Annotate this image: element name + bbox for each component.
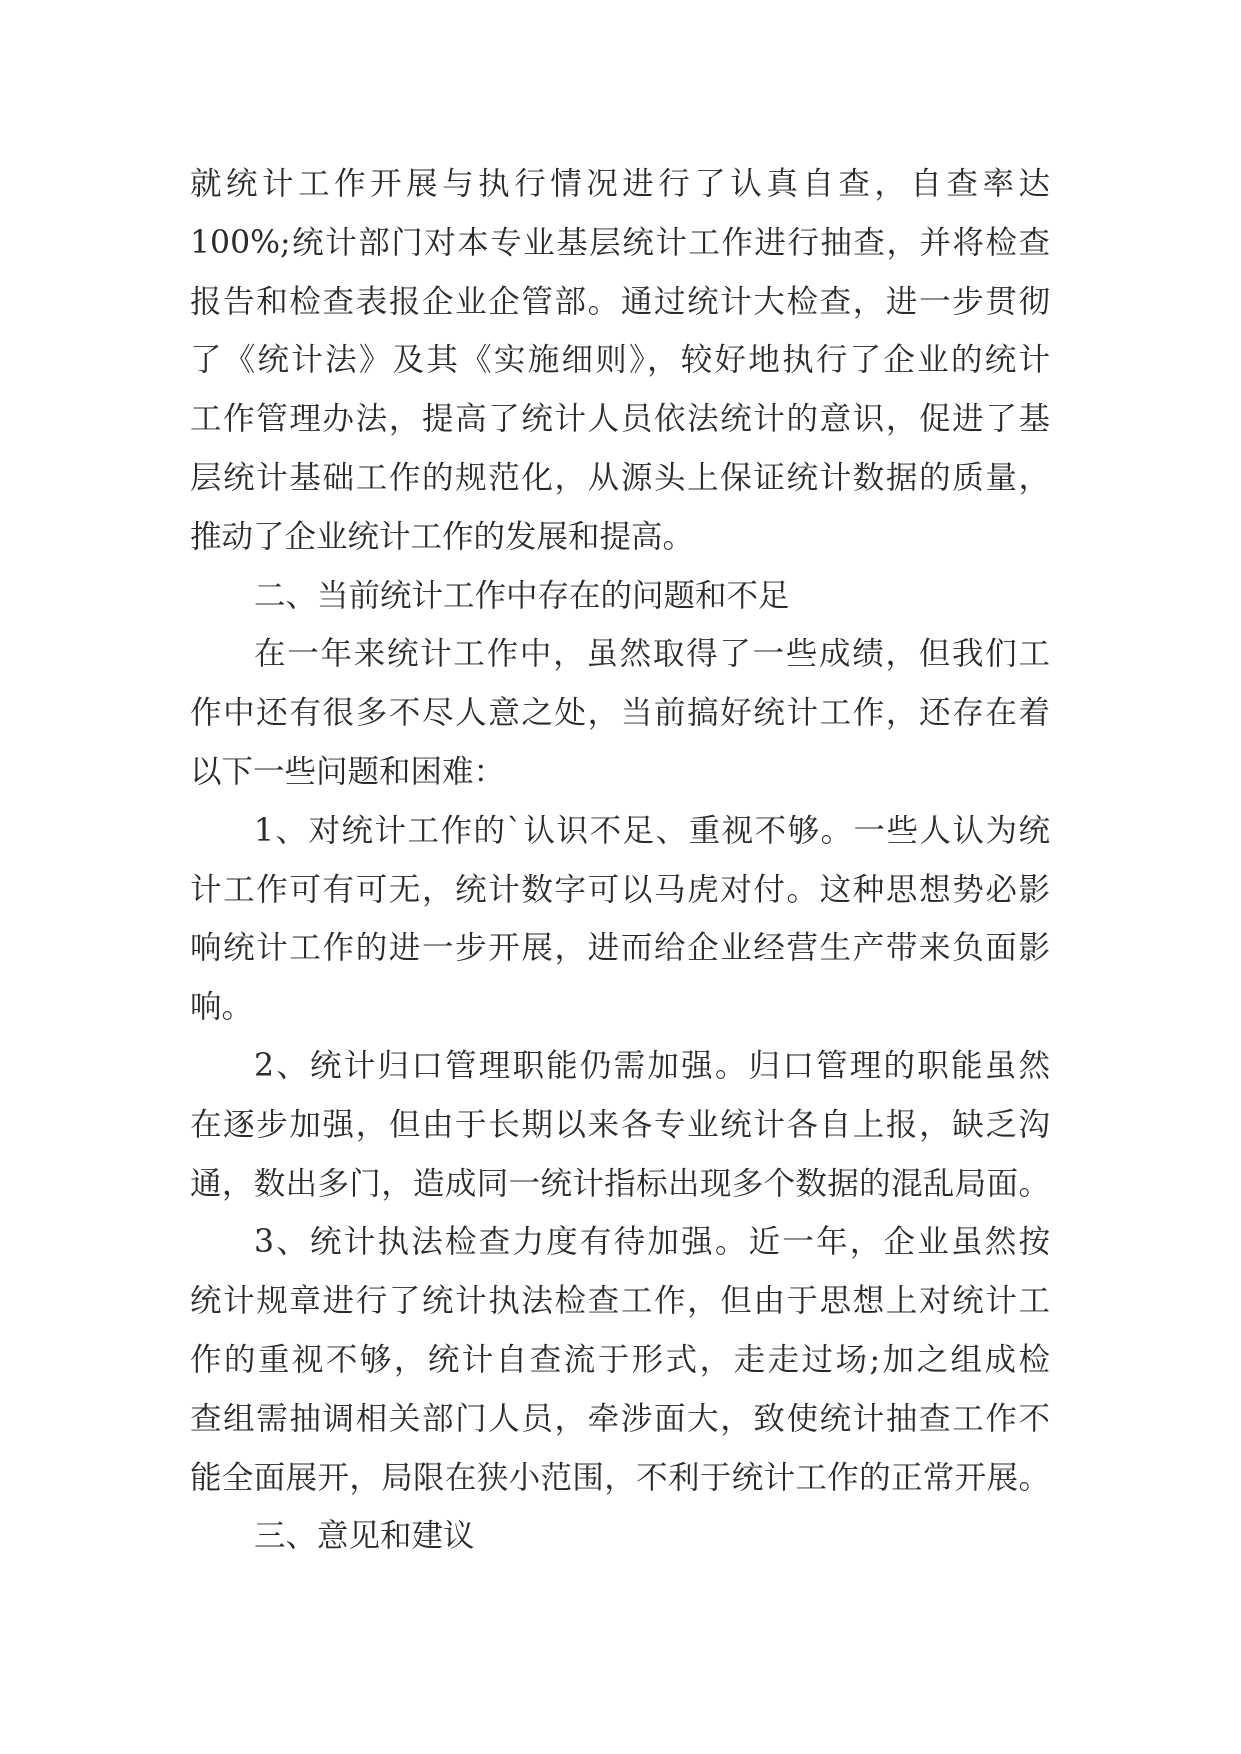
text-line: 响。	[190, 989, 254, 1026]
text-line: 能全面展开，局限在狭小范围，不利于统计工作的正常开展。	[190, 1459, 1050, 1496]
paragraph-first-line: 1、对统计工作的`认识不足、重视不够。一些人认为统	[254, 812, 1050, 849]
text-line: 作的重视不够，统计自查流于形式，走走过场;加之组成检	[190, 1341, 1050, 1378]
text-line: 在逐步加强，但由于长期以来各专业统计各自上报，缺乏沟	[190, 1106, 1050, 1143]
text-line: 计工作可有可无，统计数字可以马虎对付。这种思想势必影	[190, 871, 1050, 908]
text-line: 以下一些问题和困难：	[190, 753, 506, 790]
text-line: 查组需抽调相关部门人员，牵涉面大，致使统计抽查工作不	[190, 1400, 1050, 1437]
document-body	[190, 155, 1050, 1566]
section-heading: 二、当前统计工作中存在的问题和不足	[254, 577, 790, 614]
text-line: 了《统计法》及其《实施细则》，较好地执行了企业的统计	[190, 342, 1050, 379]
text-line: 作中还有很多不尽人意之处，当前搞好统计工作，还存在着	[190, 695, 1050, 732]
text-line: 就统计工作开展与执行情况进行了认真自查，自查率达	[190, 166, 1050, 202]
text-line: 通，数出多门，造成同一统计指标出现多个数据的混乱局面。	[190, 1165, 1050, 1202]
text-line: 层统计基础工作的规范化，从源头上保证统计数据的质量，	[190, 459, 1050, 496]
text-line: 报告和检查表报企业企管部。通过统计大检查，进一步贯彻	[190, 283, 1050, 320]
paragraph-first-line: 3、统计执法检查力度有待加强。近一年，企业虽然按	[254, 1224, 1050, 1261]
text-line: 统计规章进行了统计执法检查工作，但由于思想上对统计工	[190, 1283, 1050, 1320]
text-line: 100%;统计部门对本专业基层统计工作进行抽查，并将检查	[190, 224, 1050, 261]
section-heading: 三、意见和建议	[254, 1518, 475, 1555]
text-line: 响统计工作的进一步开展，进而给企业经营生产带来负面影	[190, 930, 1050, 967]
paragraph-first-line: 在一年来统计工作中，虽然取得了一些成绩，但我们工	[254, 636, 1050, 673]
paragraph-first-line: 2、统计归口管理职能仍需加强。归口管理的职能虽然	[254, 1047, 1050, 1084]
text-line: 工作管理办法，提高了统计人员依法统计的意识，促进了基	[190, 401, 1050, 438]
text-line: 推动了企业统计工作的发展和提高。	[190, 518, 695, 555]
